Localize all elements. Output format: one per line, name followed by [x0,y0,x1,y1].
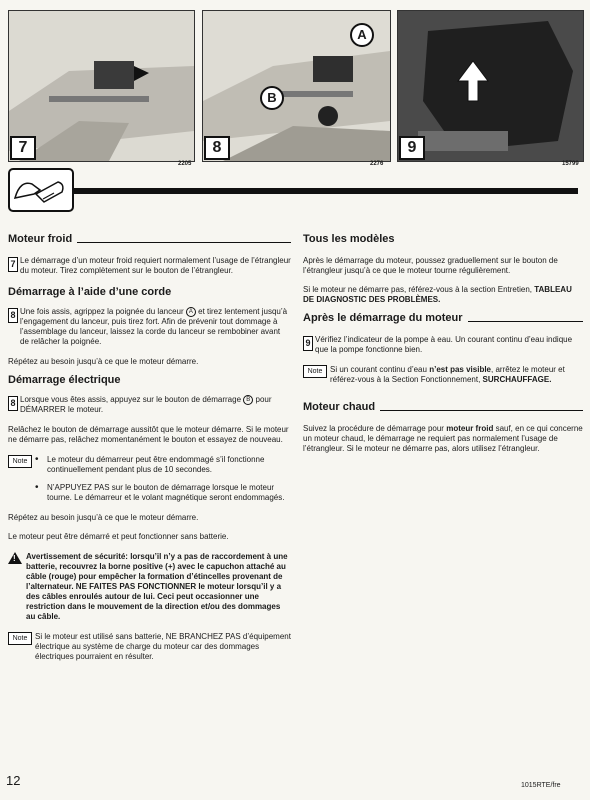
step-number: 7 [8,257,18,272]
rope-paragraph [8,307,291,347]
battery-note [8,632,291,662]
safety-warning [8,552,291,622]
overheating-ref: SURCHAUFFAGE. [482,375,552,384]
all-models-text: Après le démarrage du moteur, poussez graduellement sur le bouton de l’étrangleur jusqu’à ce que le moteur tourne régulièrement. [303,256,558,275]
heading-rule [380,410,583,411]
page-number: 12 [6,773,21,788]
elec-paragraph [8,395,291,415]
banner-rule [72,188,578,194]
step-number: 9 [303,336,313,351]
note-label: Note [8,632,32,645]
figure-7 [8,10,195,162]
water-note: Note Si un courant continu d’eau n’est pas visible, arrêtez le moteur et référez-vous à la Section Fonctionnement, SURCHAUFFAGE. [303,365,583,385]
right-column [303,232,583,454]
after-heading-row [303,311,583,325]
warning-icon: ! [8,552,22,564]
warm-heading-row [303,400,583,414]
cold-heading: Moteur froid [8,233,73,245]
figure-7-code: 2205 [178,161,192,167]
left-column [8,232,291,662]
all-models-heading: Tous les modèles [303,233,395,245]
note-bullet-1: • Le moteur du démarreur peut être endommagé s’il fonctionne continuellement pendant plus de 10 secondes. [35,455,291,475]
document-code: 1015RTE/fre [521,782,561,789]
after-heading: Après le démarrage du moteur [303,312,463,324]
warm-text: Suivez la procédure de démarrage pour moteur froid sauf, en ce qui concerne un moteur chaud, le démarrage ne requiert pas normalement l’usage de l’étrangleur. Si le moteur ne démarre pas, alors utilisez l’étrangleur. [303,424,583,453]
rope-repeat: Répétez au besoin jusqu’à ce que le moteur démarre. [8,357,199,367]
diagnostic-table-ref: TABLEAU DE DIAGNOSTIC DES PROBLÈMES. [303,285,572,304]
note-label: Note [303,365,327,378]
elec-release: Relâchez le bouton de démarrage aussitôt que le moteur démarre. Si le moteur ne démarre pas, relâchez momentanément le bouton et essayez de nouveau. [8,425,289,445]
battery-note-text: Si le moteur est utilisé sans batterie, NE BRANCHEZ PAS d’équipement électrique au système de charge du moteur car des dommages électriques pourraient en résulter. [35,632,291,662]
figure-8 [202,10,391,162]
callout-b: B [260,86,284,110]
figure-8-code: 2276 [370,161,384,167]
starter-note [8,455,291,503]
note-bullet-2: • N’APPUYEZ PAS sur le bouton de démarrage lorsque le moteur tourne. Le démarreur et le volant magnétique seront endommagés. [35,483,291,503]
marker-a: A [186,307,196,317]
elec-text-a: Lorsque vous êtes assis, appuyez sur le bouton de démarrage [20,395,242,405]
note-label: Note [8,455,32,468]
all-models-text-2: Si le moteur ne démarre pas, référez-vous à la section Entretien, TABLEAU DE DIAGNOSTIC DES PROBLÈMES. [303,285,572,304]
figure-8-number: 8 [204,136,230,160]
banner-icon [8,168,74,212]
rope-heading: Démarrage à l’aide d’une corde [8,286,172,298]
step-number: 8 [8,308,18,323]
figure-7-number: 7 [10,136,36,160]
marker-b: B [243,395,253,405]
rope-text-a: Une fois assis, agrippez la poignée du lanceur [20,307,184,317]
figure-9 [397,10,584,162]
after-paragraph [303,335,583,355]
warning-text: Avertissement de sécurité: lorsqu’il n’y a pas de raccordement à une batterie, recouvrez la borne positive (+) avec le capuchon attaché au câble (rouge) pour empêcher la formation d’étincelles provenant de l’alternateur. NE FAITES PAS FONCTIONNER le moteur lorsqu’il y a des câbles enroulés autour de lui. Ceci peut occasionner une restriction dans le mouvement de la direction et/ou des dommages au câble. [26,552,288,622]
no-battery: Le moteur peut être démarré et peut fonctionner sans batterie. [8,532,229,542]
figure-7-illustration [9,11,194,161]
rope-text-b: et tirez lentement jusqu’à l’engagement du lanceur, puis tirez fort. Afin de prévenir tout dommage à l’assemblage du lanceur, laissez la corde du lanceur se rembobiner avant de relâcher la poignée. [20,307,288,347]
figure-9-number: 9 [399,136,425,160]
cold-text: Le démarrage d’un moteur froid requiert normalement l’usage de l’étrangleur du moteur. Tirez complètement sur le bouton de l’étrangleur. [20,256,291,275]
after-text: Vérifiez l’indicateur de la pompe à eau. Un courant continu d’eau indique que la pompe fonctionne bien. [315,335,573,354]
section-banner [8,168,578,212]
heading-rule [468,321,583,322]
warm-heading: Moteur chaud [303,401,376,413]
heading-rule [77,242,291,243]
cold-paragraph [8,256,291,276]
elec-text-b: pour DÉMARRER le moteur. [20,395,272,415]
figure-9-illustration [398,11,583,161]
elec-heading: Démarrage électrique [8,374,121,387]
cold-heading-row [8,232,291,246]
starting-hand-icon [10,170,72,210]
callout-a: A [350,23,374,47]
step-number: 8 [8,396,18,411]
elec-repeat: Répétez au besoin jusqu’à ce que le moteur démarre. [8,513,199,523]
figure-9-code: 15799 [562,161,579,167]
